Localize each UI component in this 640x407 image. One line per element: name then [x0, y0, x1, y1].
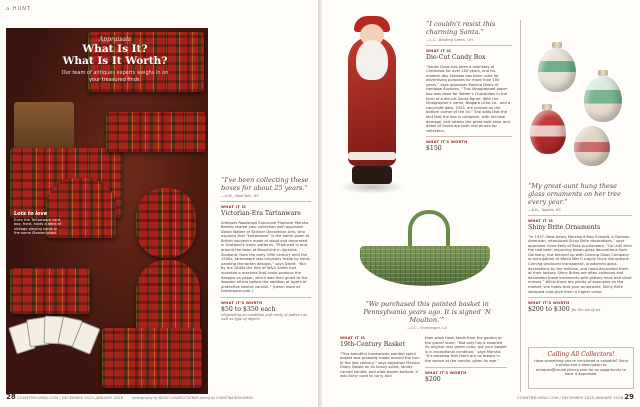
photo-caption	[14, 212, 64, 236]
ornament-mint	[584, 76, 622, 122]
page-number-right: 29	[624, 393, 634, 401]
tartan-box-right	[106, 112, 206, 152]
tartanware-price: $50 to $350 each	[221, 306, 276, 313]
wood-box	[14, 102, 74, 154]
santa-column	[426, 20, 512, 152]
ornaments-column	[528, 182, 632, 313]
basket-column-2	[425, 336, 507, 383]
tartanware-worth-label: WHAT IT'S WORTH	[221, 301, 263, 305]
hero-title-line1: What Is It?	[82, 43, 148, 55]
santa-candy-box-image	[340, 16, 404, 196]
tartan-box-bottom	[102, 328, 202, 388]
page-number-left: 28	[6, 393, 16, 401]
basket-body-2: then wash fresh foods from the garden or the grocer store. “Not only has it retained its original rosy green color, but your basket is in exceptional condition,” says Marsha. “It's amazing that there are no breaks in the weave at the handle, given its age.”	[425, 336, 507, 363]
basket-what-label: WHAT IT IS	[340, 336, 366, 340]
footer-right-text: COUNTRYLIVING.COM / DECEMBER 2025-JANUARY 2026	[516, 395, 624, 400]
footer-left	[6, 393, 253, 401]
column-divider	[520, 20, 521, 392]
hero-title-block	[60, 36, 170, 83]
tartanware-quote: “I've been collecting these boxes for about 25 years.”	[221, 176, 309, 192]
photo-caption-title: Lots to love	[14, 211, 48, 217]
tartanware-body: Antiques Roadshow Executive Producer Marsha Bemko shared your collection with appraiser David Walker of Skinner Decorative Arts, who explains that “tartanware” is the name given to British souvenirs made of wood and decorated in Scotland's iconic patterns. “Produced in and around the town of Mauchline in Ayrshire, Scotland, from the early 19th century until the 1930s, tartanware was originally made by hand-painting the tartan designs,” says David. “But by the 1840s the firm of W&A Smith had invented a machine that could produce the designs on paper, which was then glued to the wooden article before the addition of layers of protective shellac varnish.” (Learn more at tartanware.com.)	[221, 220, 311, 294]
section-label: ⌂ HUNT	[6, 6, 31, 12]
ornaments-what-label: WHAT IT IS	[528, 219, 554, 223]
tartanware-price-note: (depending on condition and rarity of pattern as well as type of object)	[221, 313, 307, 321]
footer-right	[517, 393, 634, 401]
ornaments-worth-label: WHAT IT'S WORTH	[528, 301, 570, 306]
ornaments-image	[524, 40, 634, 170]
basket-quote-block	[352, 300, 502, 330]
santa-item: Die-Cut Candy Box	[426, 54, 486, 61]
tartanware-attribution: —G.M., New York, NY	[221, 194, 259, 198]
ornaments-item: Shiny Brite Ornaments	[528, 224, 601, 231]
tartan-round-box	[136, 188, 196, 258]
basket-body-1: “This beautiful handwoven painted splint basket was probably made around the turn of the last century,” says appraiser Marsha Dixey. Based on its heavy splint, sturdy carved handle, and wide woven bottom, it was likely used to carry and	[340, 351, 420, 379]
calling-collectors-box	[528, 347, 634, 389]
santa-price: $150	[426, 145, 442, 153]
tartanware-item: Victorian-Era Tartanware	[221, 210, 301, 217]
page-gutter	[318, 0, 322, 407]
collectors-body: Have something you're convinced is valuable? Send a photo and a description to antiques@countryliving.com for an opportunity to have it appraised.	[534, 359, 628, 377]
ornament-pink	[574, 126, 610, 166]
basket-image	[340, 208, 510, 296]
hero-kicker: Appraisals	[98, 36, 132, 43]
hero-subtitle: Our team of antiques experts weighs in on your treasured finds.	[61, 70, 169, 83]
ornaments-body: “In 1937, New Jersey Merchant Max Eckardt, a German American, introduced Shiny Brite decorations,” says appraiser Gene Kelly of Ross Auctioneers. “Up until then the had been importing blown-glass decorations from Germany, but teamed up with Corning Glass Company in anticipation of World War II supply chain disruptions. Corning produced transparent, unadorned glass decorations by the millions, and hand-decorated them at their factory. Shiny Brites are often collected and decorated these ornaments with glittery mica and silver mirrors.” While there are plenty of examples on the market, she notes that your ornaments' Shiny Brite stamped caps give them a higher value.	[528, 234, 632, 294]
ornament-green	[538, 48, 576, 92]
santa-worth-label: WHAT IT'S WORTH	[426, 140, 468, 145]
ornaments-attribution: —A.N., Topeka, KS	[528, 208, 561, 212]
basket-attribution: —C.C., Shreveport, LA	[407, 326, 447, 330]
ornament-red	[530, 110, 566, 154]
basket-item: 19th-Century Basket	[340, 341, 406, 348]
santa-quote: “I couldn't resist this charming Santa.”	[426, 20, 496, 36]
collectors-title: Calling All Collectors!	[547, 351, 615, 358]
tartanware-what-label: WHAT IT IS	[221, 205, 247, 209]
tartanware-column	[221, 176, 311, 321]
basket-column-1	[340, 336, 422, 379]
basket-worth-label: WHAT IT'S WORTH	[425, 370, 467, 375]
footer-left-text: COUNTRYLIVING.COM / DECEMBER 2025-JANUARY 2026	[16, 395, 124, 400]
photo-credit: photography by BECKY LUIGART-STAYNER styling by CHRISTINA BROCKMAN	[132, 396, 253, 400]
ornaments-quote: “My great-aunt hung these glass ornaments on her tree every year.”	[528, 182, 621, 206]
santa-what-label: WHAT IT IS	[426, 49, 452, 53]
tartan-card-box	[10, 268, 90, 314]
basket-quote: “We purchased this painted basket in Pennsylvania years ago. It is signed ‘N Moulton.’”	[363, 300, 491, 324]
santa-attribution: —L.C., Bowling Green, OH	[426, 38, 473, 42]
hero-title-line2: What Is It Worth?	[62, 55, 168, 67]
ornaments-price: $200 to $300 for the set of six	[528, 306, 601, 314]
photo-caption-text: Even the Tartanware card box, front, holds a deck of vintage playing cards in the same Stewart plaid.	[14, 217, 61, 235]
house-icon: ⌂	[6, 6, 11, 12]
basket-price: $200	[425, 375, 441, 383]
santa-body: “Santa Claus has been a mainstay of Christmas for over 200 years, and his modern-day likeness has been used for advertising purposes for more than 100 years,” says appraiser Marsha Dixey of Heritage Auctions. “This lithographed paper box was done for Walter's Chocolates in the form of a die-cut Santa figure. With the lithographer's name, Niagara Litho Co., and a copyright date, 1925, are printed on the bottom corner of the lid.” She adds that the fact that the box is complete, with minimal damage, and retains the great bold color and detail of Santa are both real pluses for collectors.	[426, 64, 511, 133]
